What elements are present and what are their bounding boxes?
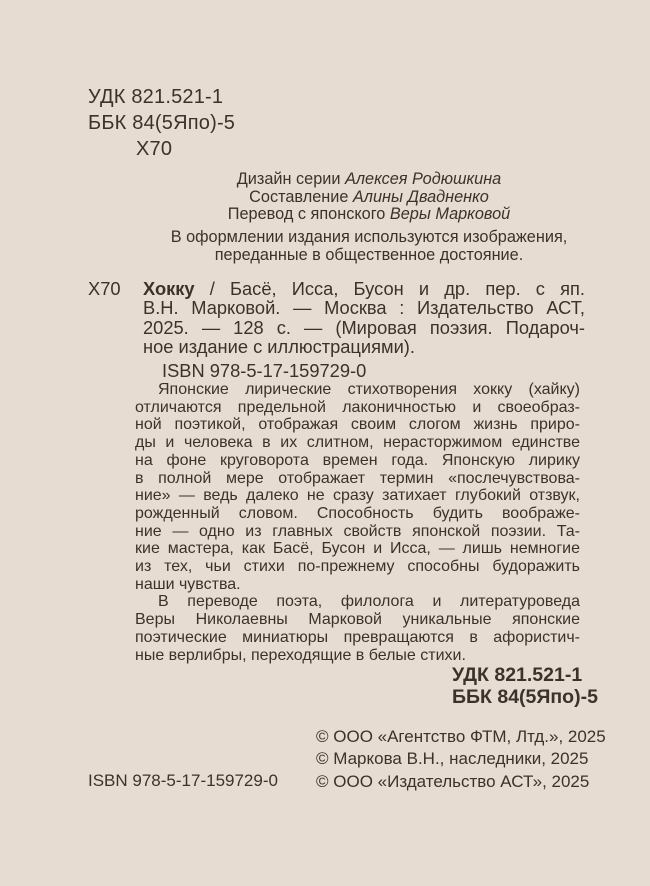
text-line: В переводе поэта, филолога и литературоведа <box>158 593 580 611</box>
text-line: наши чувства. <box>135 575 241 593</box>
bib-line: ное издание с иллюстрациями). <box>143 335 415 357</box>
text-line: в полной мере отображает термин «послечувствова- <box>135 469 580 487</box>
author-sign: Х70 <box>136 138 173 160</box>
copyright-line: © Маркова В.Н., наследники, 2025 <box>316 749 589 769</box>
credit-name: Алексея Родюшкина <box>344 170 502 188</box>
credits-block <box>88 171 650 224</box>
bib-title: Хокку <box>143 278 195 299</box>
text-line: отличаются предельной лаконичностью и своеобраз- <box>135 398 580 416</box>
isbn-number: ISBN 978-5-17-159729-0 <box>162 360 367 381</box>
text-line: ной поэтикой, отображая своим слогом жизнь приро- <box>135 416 580 434</box>
text-line: на фоне круговорота времен года. Японскую лирику <box>135 451 580 469</box>
annotation-paragraph-1 <box>135 381 580 593</box>
copyright-block <box>316 726 606 793</box>
annotation-paragraph-2 <box>135 593 580 664</box>
bib-line: 2025. — 128 с. — (Мировая поэзия. Подароч- <box>143 316 585 338</box>
notice-line: переданные в общественное достояние. <box>214 245 524 264</box>
text-line: рожденный словом. Способность будить воображе- <box>135 504 580 522</box>
credit-line-translation <box>88 206 650 224</box>
notice-line: В оформлении издания используются изображения, <box>170 228 568 246</box>
text-line: кие мастера, как Басё, Бусон и Исса, — лишь немногие <box>135 540 580 558</box>
bbk-code-bottom: ББК 84(5Япо)-5 <box>452 686 598 708</box>
credit-line-compilation <box>88 189 650 207</box>
annotation-block <box>135 381 580 664</box>
text-line: Японские лирические стихотворения хокку (хайку) <box>158 381 580 398</box>
copyright-line: © ООО «Издательство АСТ», 2025 <box>316 771 590 791</box>
public-domain-notice <box>88 229 650 264</box>
text-line: ние — одно из главных свойств японской поэзии. Та- <box>135 522 580 540</box>
bib-title-rest: / Басё, Исса, Бусон и др. пер. с яп. <box>194 278 585 299</box>
credit-role: Дизайн серии <box>236 170 345 188</box>
text-line: Веры Николаевны Марковой уникальные японские <box>135 611 580 629</box>
text-line: из тех, чьи стихи по-прежнему способны будоражить <box>135 558 580 576</box>
text-line: ные верлибры, переходящие в белые стихи. <box>135 646 466 664</box>
top-codes-block <box>88 84 235 162</box>
bbk-code: ББК 84(5Япо)-5 <box>88 112 236 134</box>
bottom-codes-block <box>452 664 598 708</box>
udk-code-bottom: УДК 821.521-1 <box>452 664 583 686</box>
bib-line: В.Н. Марковой. — Москва : Издательство АСТ, <box>143 297 585 319</box>
bib-description <box>143 279 585 356</box>
bib-author-sign: Х70 <box>88 278 121 299</box>
udk-code: УДК 821.521-1 <box>88 86 224 108</box>
copyright-line: © ООО «Агентство ФТМ, Лтд.», 2025 <box>316 727 606 746</box>
credit-line-design <box>88 171 650 189</box>
text-line: поэтические миниатюры превращаются в афористич- <box>135 628 580 646</box>
bibliographic-entry <box>88 279 585 356</box>
credit-role: Составление <box>249 187 353 206</box>
credit-name: Алины Двадненко <box>352 187 489 206</box>
credit-role: Перевод с японского <box>227 205 390 223</box>
bib-line <box>143 279 585 298</box>
isbn-number-bottom: ISBN 978-5-17-159729-0 <box>88 771 278 790</box>
text-line: ние» — ведь далеко не сразу затихает глубокий отзвук, <box>135 487 580 505</box>
credit-name: Веры Марковой <box>389 205 511 223</box>
text-line: ды и человека в их слитном, нерасторжимом единстве <box>135 434 580 452</box>
